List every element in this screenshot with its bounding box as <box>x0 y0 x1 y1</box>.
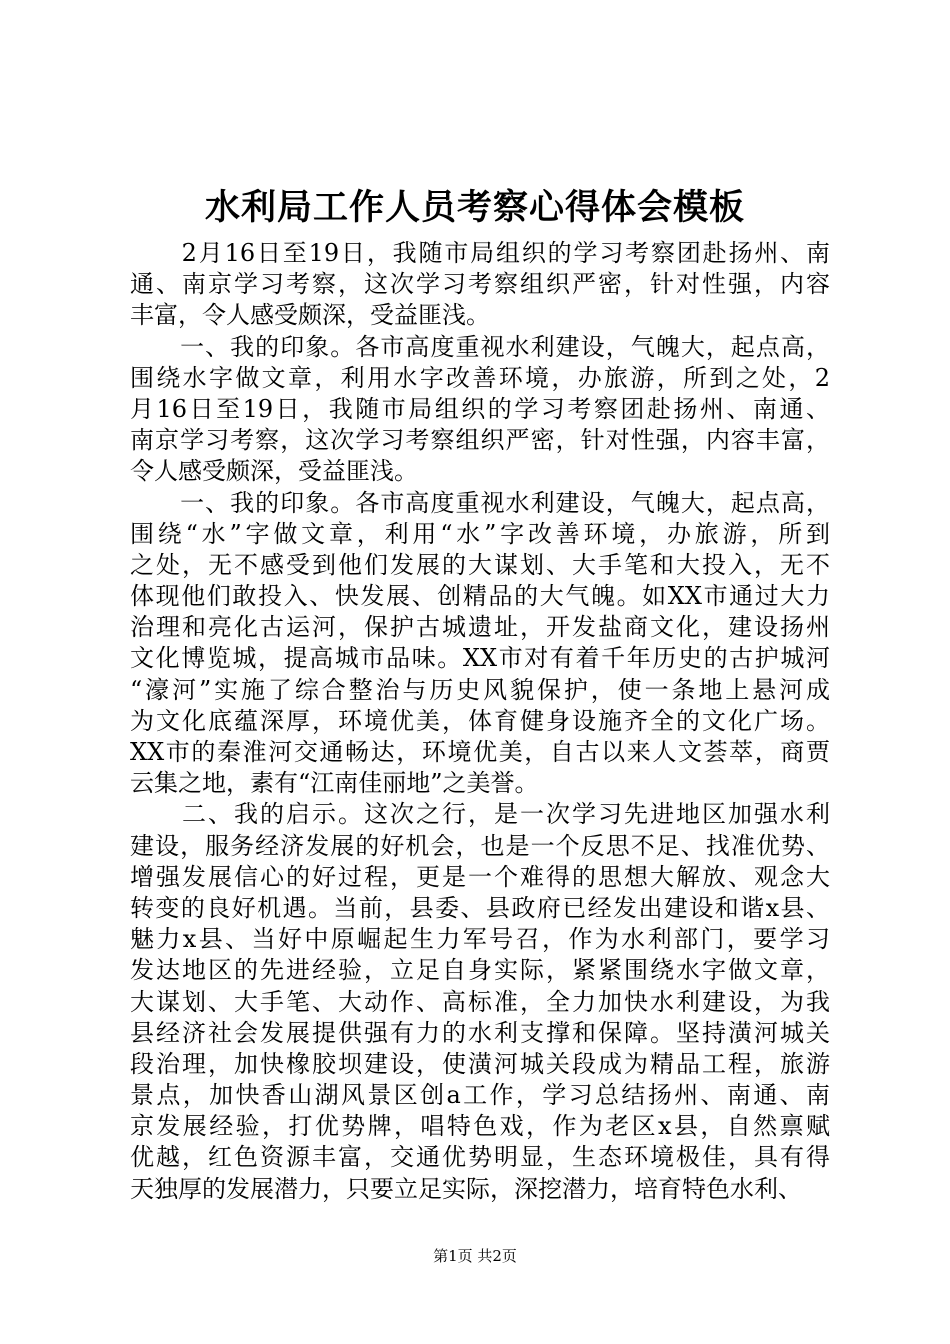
paragraph-line: 京发展经验，打优势牌，唱特色戏，作为老区x县，自然禀赋 <box>130 1112 830 1141</box>
paragraph-line: 增强发展信心的好过程，更是一个难得的思想大解放、观念大 <box>130 862 830 891</box>
paragraph-line: 治理和亮化古运河，保护古城遗址，开发盐商文化，建设扬州 <box>130 613 830 642</box>
paragraph-line: 建设，服务经济发展的好机会，也是一个反思不足、找准优势、 <box>130 831 830 860</box>
paragraph-line: 月16日至19日，我随市局组织的学习考察团赴扬州、南通、 <box>130 394 830 423</box>
paragraph-line: 云集之地，素有“江南佳丽地”之美誉。 <box>130 769 539 798</box>
paragraph-line: 一、我的印象。各市高度重视水利建设，气魄大，起点高， <box>130 488 830 517</box>
paragraph-line: 之处，无不感受到他们发展的大谋划、大手笔和大投入，无不 <box>130 550 830 579</box>
paragraph-line: 天独厚的发展潜力，只要立足实际，深挖潜力，培育特色水利、 <box>130 1174 802 1203</box>
paragraph-line: 令人感受颇深，受益匪浅。 <box>130 457 418 486</box>
paragraph-line: 体现他们敢投入、快发展、创精品的大气魄。如XX市通过大力 <box>130 582 830 611</box>
paragraph-line: “濠河”实施了综合整治与历史风貌保护，使一条地上悬河成 <box>130 675 830 704</box>
paragraph-line: 段治理，加快橡胶坝建设，使潢河城关段成为精品工程，旅游 <box>130 1049 830 1078</box>
page-footer: 第1页 共2页 <box>433 1247 517 1265</box>
paragraph-line: 一、我的印象。各市高度重视水利建设，气魄大，起点高， <box>130 332 830 361</box>
paragraph-line: 魅力x县、当好中原崛起生力军号召，作为水利部门，要学习 <box>130 925 830 954</box>
paragraph-line: 围绕水字做文章，利用水字改善环境，办旅游，所到之处，2 <box>130 363 830 392</box>
paragraph-line: 二、我的启示。这次之行，是一次学习先进地区加强水利 <box>130 800 830 829</box>
paragraph-line: 转变的良好机遇。当前，县委、县政府已经发出建设和谐x县、 <box>130 893 830 922</box>
paragraph-line: 围绕“水”字做文章，利用“水”字改善环境，办旅游，所到 <box>130 519 830 548</box>
paragraph-line: 发达地区的先进经验，立足自身实际，紧紧围绕水字做文章， <box>130 956 830 985</box>
paragraph-line: XX市的秦淮河交通畅达，环境优美，自古以来人文荟萃，商贾 <box>130 738 830 766</box>
paragraph-line: 2月16日至19日，我随市局组织的学习考察团赴扬州、南 <box>130 239 830 267</box>
document-title: 水利局工作人员考察心得体会模板 <box>204 187 745 228</box>
paragraph-line: 文化博览城，提高城市品味。XX市对有着千年历史的古护城河 <box>130 644 830 673</box>
paragraph-line: 景点，加快香山湖风景区创a工作，学习总结扬州、南通、南 <box>130 1081 830 1110</box>
paragraph-line: 丰富，令人感受颇深，受益匪浅。 <box>130 301 490 330</box>
paragraph-line: 县经济社会发展提供强有力的水利支撑和保障。坚持潢河城关 <box>130 1018 830 1047</box>
paragraph-line: 通、南京学习考察，这次学习考察组织严密，针对性强，内容 <box>130 270 830 299</box>
document-body <box>130 238 830 1205</box>
paragraph-line: 优越，红色资源丰富，交通优势明显，生态环境极佳，具有得 <box>130 1143 830 1172</box>
paragraph-line: 南京学习考察，这次学习考察组织严密，针对性强，内容丰富， <box>130 426 830 455</box>
paragraph-line: 为文化底蕴深厚，环境优美，体育健身设施齐全的文化广场。 <box>130 706 830 735</box>
paragraph-line: 大谋划、大手笔、大动作、高标准，全力加快水利建设，为我 <box>130 987 830 1016</box>
